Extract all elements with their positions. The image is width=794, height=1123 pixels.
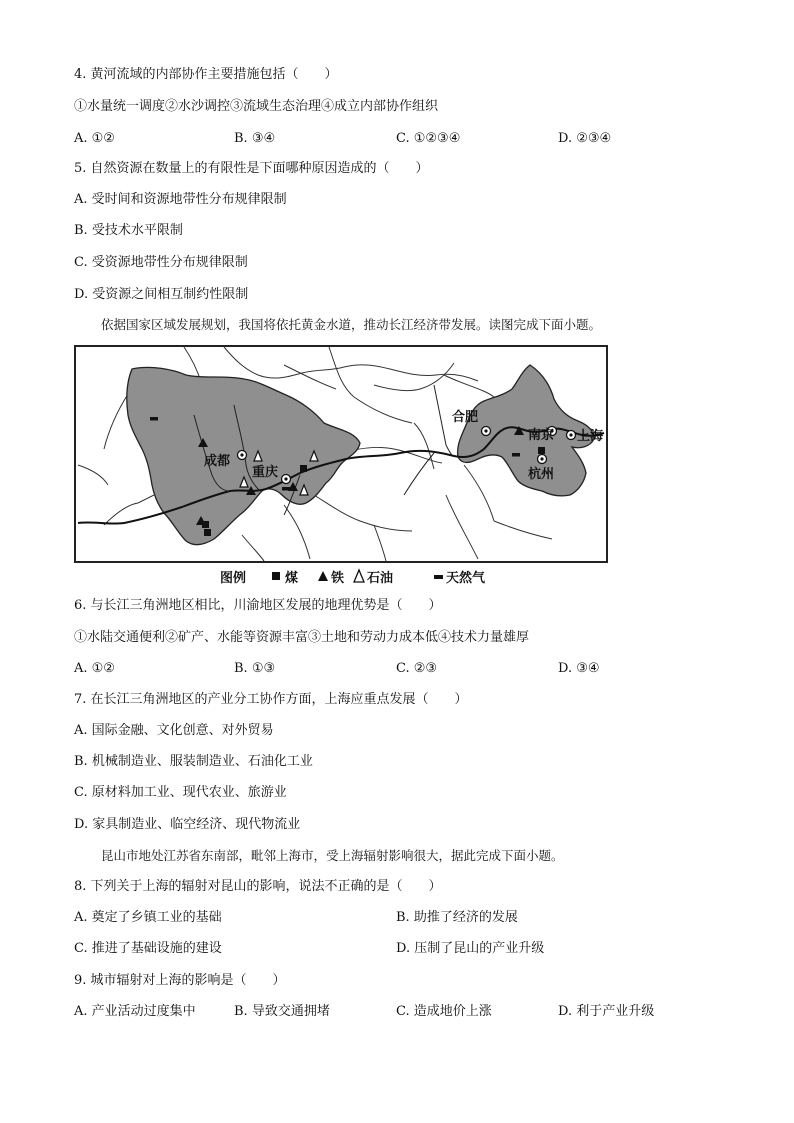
city-label-nanjing: 南京 [528,428,555,443]
q5-stem: 5. 自然资源在数量上的有限性是下面哪种原因造成的（ ） [74,161,429,176]
q7-option-a[interactable]: A. 国际金融、文化创意、对外贸易 [74,723,274,738]
q5-option-b[interactable]: B. 受技术水平限制 [74,223,183,238]
q9-option-c[interactable]: C. 造成地价上涨 [396,1004,492,1019]
q5-option-a[interactable]: A. 受时间和资源地带性分布规律限制 [74,192,287,207]
q4-option-a[interactable]: A. ①② [74,131,115,146]
q7-option-b[interactable]: B. 机械制造业、服装制造业、石油化工业 [74,754,313,769]
coal-symbol [204,529,211,536]
q9-option-a[interactable]: A. 产业活动过度集中 [74,1004,196,1019]
gas-symbol [512,453,520,457]
city-label-shanghai: 上海 [577,429,604,444]
q6-option-d[interactable]: D. ③④ [558,661,600,676]
legend-oil-icon [354,570,364,582]
q8-option-b[interactable]: B. 助推了经济的发展 [396,910,518,925]
q4-statements: ①水量统一调度②水沙调控③流域生态治理④成立内部协作组织 [74,99,439,114]
q8-option-a[interactable]: A. 奠定了乡镇工业的基础 [74,910,222,925]
q8-stem: 8. 下列关于上海的辐射对昆山的影响，说法不正确的是（ ） [74,879,442,894]
q5-option-d[interactable]: D. 受资源之间相互制约性限制 [74,287,249,302]
q7-option-c[interactable]: C. 原材料加工业、现代农业、旅游业 [74,785,287,800]
q4-option-d[interactable]: D. ②③④ [558,131,612,146]
section-intro-yangtze: 依据国家区域发展规划，我国将依托黄金水道，推动长江经济带发展。读图完成下面小题。 [101,317,602,332]
city-label-chengdu: 成都 [204,454,231,469]
q6-option-c[interactable]: C. ②③ [396,661,438,676]
gas-symbol [150,417,158,421]
q6-stem: 6. 与长江三角洲地区相比，川渝地区发展的地理优势是（ ） [74,598,442,613]
legend-coal-label: 煤 [285,571,299,586]
coal-symbol [538,447,545,454]
legend-iron-label: 铁 [331,571,345,586]
coal-symbol [300,465,307,472]
legend-gas-icon [434,575,443,579]
legend-coal-icon [272,572,280,580]
map-legend [74,566,608,588]
legend-title: 图例 [220,571,247,586]
q6-statements: ①水陆交通便利②矿产、水能等资源丰富③土地和劳动力成本低④技术力量雄厚 [74,630,530,645]
city-label-hangzhou: 杭州 [528,467,555,482]
q5-option-c[interactable]: C. 受资源地带性分布规律限制 [74,255,248,270]
q4-option-b[interactable]: B. ③④ [234,131,276,146]
legend-svg [74,566,608,588]
q8-option-d[interactable]: D. 压制了昆山的产业升级 [396,941,545,956]
q8-option-c[interactable]: C. 推进了基础设施的建设 [74,941,222,956]
q7-option-d[interactable]: D. 家具制造业、临空经济、现代物流业 [74,817,301,832]
q9-stem: 9. 城市辐射对上海的影响是（ ） [74,973,286,988]
city-label-chongqing: 重庆 [252,465,279,480]
q4-stem: 4. 黄河流域的内部协作主要措施包括（ ） [74,67,338,82]
q6-option-b[interactable]: B. ①③ [234,661,276,676]
yangtze-economic-belt-map [74,345,608,563]
legend-gas-label: 天然气 [446,571,486,586]
city-label-hefei: 合肥 [452,410,479,425]
coal-symbol [202,521,209,528]
legend-iron-icon [318,571,328,581]
section-intro-kunshan: 昆山市地处江苏省东南部，毗邻上海市，受上海辐射影响很大，据此完成下面小题。 [101,848,564,863]
city-nanjing [528,427,557,444]
q7-stem: 7. 在长江三角洲地区的产业分工协作方面，上海应重点发展（ ） [74,692,468,707]
q9-option-b[interactable]: B. 导致交通拥堵 [234,1004,330,1019]
q6-option-a[interactable]: A. ①② [74,661,115,676]
q4-option-c[interactable]: C. ①②③④ [396,131,461,146]
q9-option-d[interactable]: D. 利于产业升级 [558,1004,655,1019]
map-svg [74,345,608,563]
legend-oil-label: 石油 [367,571,394,586]
